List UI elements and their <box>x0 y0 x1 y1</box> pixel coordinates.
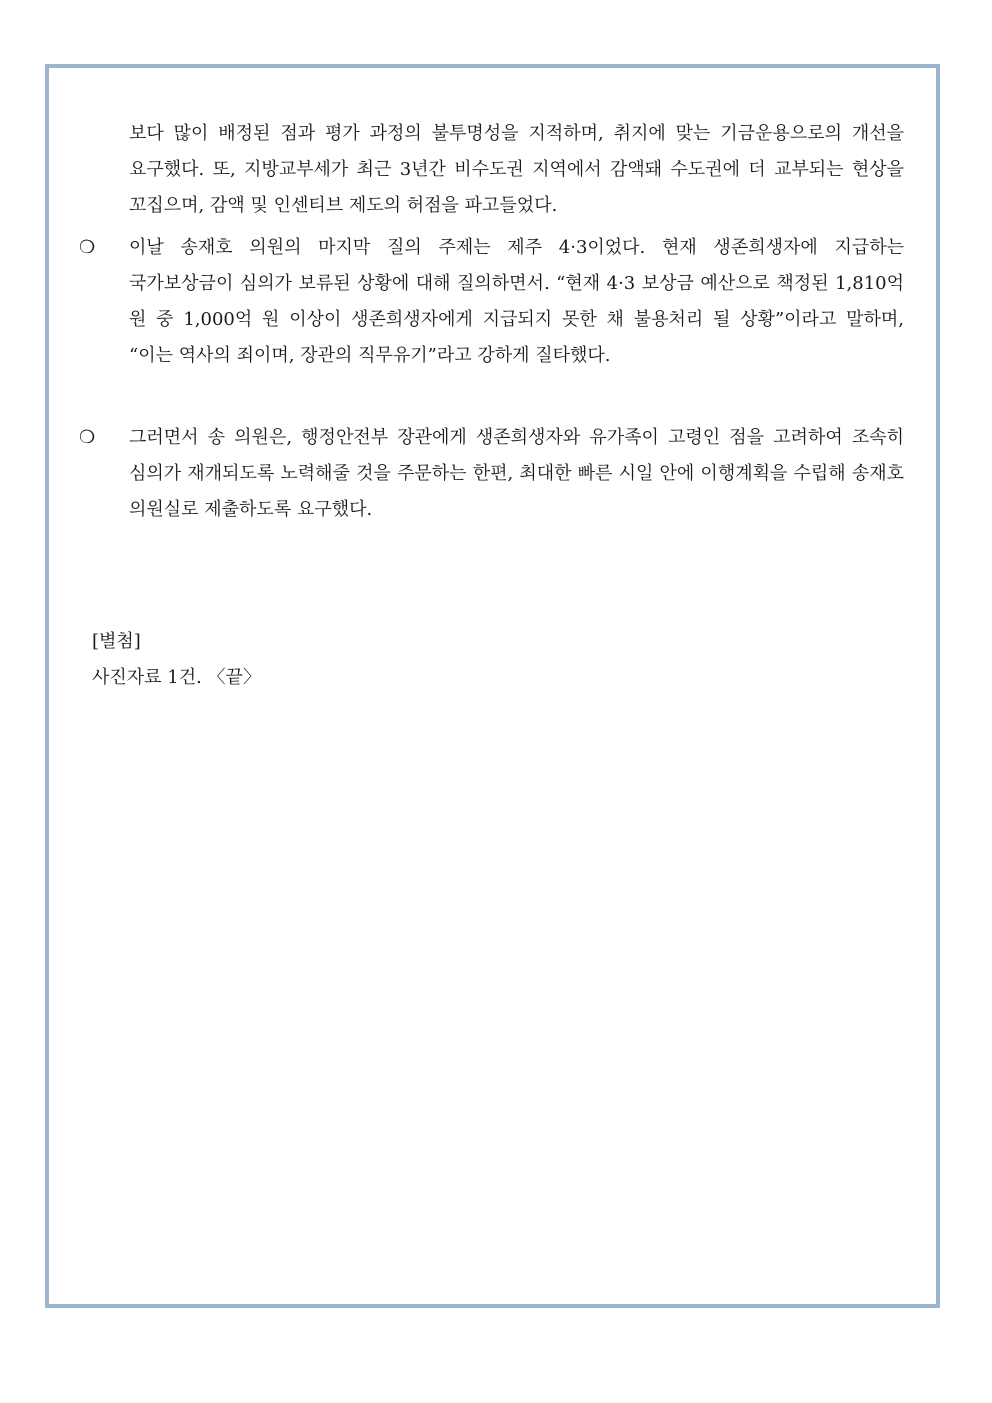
document-body <box>49 68 936 1304</box>
attachment-label: [별첨] <box>92 631 141 652</box>
attachment-text: 사진자료 1건. 〈끝〉 <box>92 667 261 688</box>
bullet-circle-icon: ❍ <box>79 427 96 448</box>
bullet-text: 그러면서 송 의원은, 행정안전부 장관에게 생존희생자와 유가족이 고령인 점을 고려하여 조속히 심의가 재개되도록 노력해줄 것을 주문하는 한편, 최대한 빠른 시일 안에 이행계획을 수립해 송재호 의원실로 제출하도록 요구했다. <box>129 427 904 520</box>
bullet-item <box>79 230 904 374</box>
bullet-circle-icon: ❍ <box>79 237 96 258</box>
continuation-paragraph: 보다 많이 배정된 점과 평가 과정의 불투명성을 지적하며, 취지에 맞는 기금운용으로의 개선을 요구했다. 또, 지방교부세가 최근 3년간 비수도권 지역에서 감액돼 수도권에 더 교부되는 현상을 꼬집으며, 감액 및 인센티브 제도의 허점을 파고들었다. <box>129 123 904 216</box>
document-frame <box>45 64 940 1308</box>
bullet-item <box>79 420 904 528</box>
bullet-text: 이날 송재호 의원의 마지막 질의 주제는 제주 4·3이었다. 현재 생존희생자에 지급하는 국가보상금이 심의가 보류된 상황에 대해 질의하면서. “현재 4·3 보상금 예산으로 책정된 1,810억 원 중 1,000억 원 이상이 생존희생자에게 지급되지 못한 채 불용처리 될 상황”이라고 말하며, “이는 역사의 죄이며, 장관의 직무유기”라고 강하게 질타했다. <box>129 237 904 366</box>
